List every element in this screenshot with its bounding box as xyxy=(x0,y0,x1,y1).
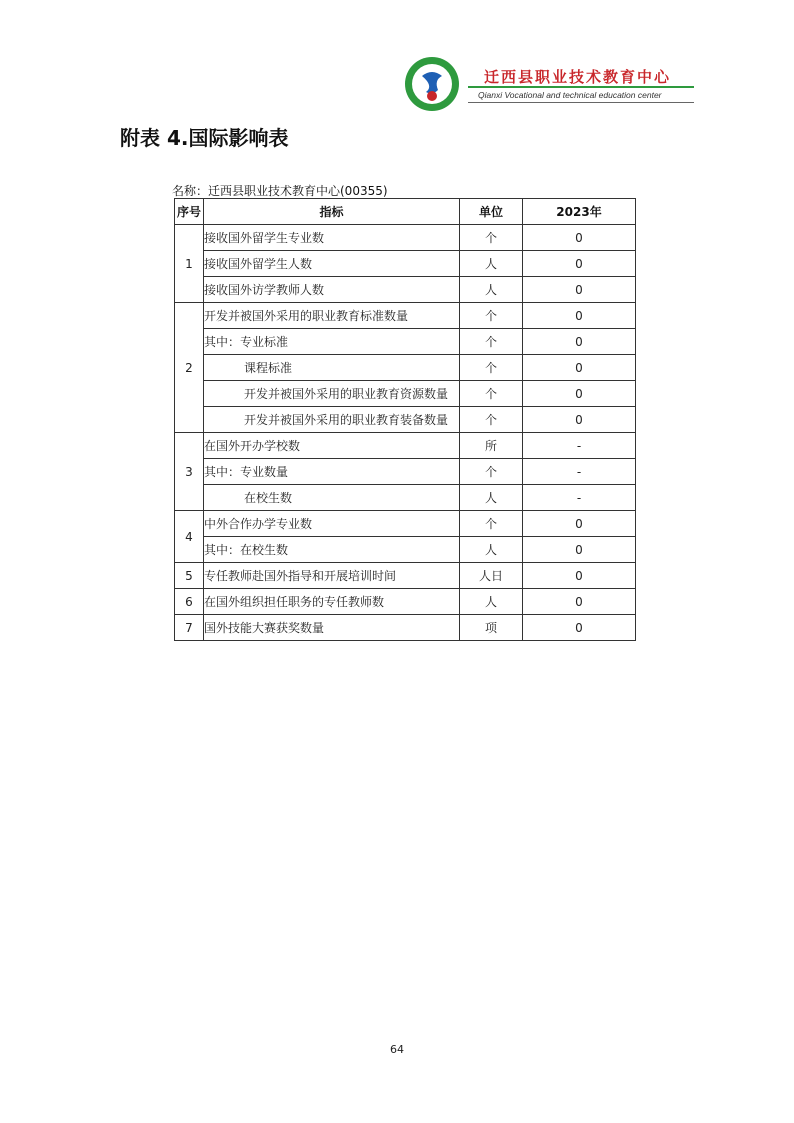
value-cell: 0 xyxy=(523,563,636,589)
table-row xyxy=(175,589,636,615)
page-title: 附表 4.国际影响表 xyxy=(120,126,289,150)
group-number: 2 xyxy=(175,303,204,433)
indicator-cell: 中外合作办学专业数 xyxy=(204,511,460,537)
international-influence-table xyxy=(174,198,636,641)
unit-cell: 个 xyxy=(460,407,523,433)
table-row xyxy=(175,563,636,589)
unit-cell: 人 xyxy=(460,277,523,303)
indicator-cell: 开发并被国外采用的职业教育装备数量 xyxy=(204,407,460,433)
unit-cell: 人 xyxy=(460,251,523,277)
table-caption: 名称：迁西县职业技术教育中心(00355) xyxy=(172,184,388,198)
indicator-cell: 接收国外留学生专业数 xyxy=(204,225,460,251)
unit-cell: 所 xyxy=(460,433,523,459)
value-cell: 0 xyxy=(523,537,636,563)
header-no: 序号 xyxy=(175,199,204,225)
indicator-cell: 专任教师赴国外指导和开展培训时间 xyxy=(204,563,460,589)
indicator-cell: 接收国外留学生人数 xyxy=(204,251,460,277)
indicator-cell: 开发并被国外采用的职业教育标准数量 xyxy=(204,303,460,329)
unit-cell: 个 xyxy=(460,511,523,537)
value-cell: 0 xyxy=(523,251,636,277)
table-row xyxy=(175,355,636,381)
table-row xyxy=(175,329,636,355)
indicator-cell: 在国外组织担任职务的专任教师数 xyxy=(204,589,460,615)
unit-cell: 人 xyxy=(460,589,523,615)
unit-cell: 个 xyxy=(460,459,523,485)
indicator-cell: 开发并被国外采用的职业教育资源数量 xyxy=(204,381,460,407)
value-cell: 0 xyxy=(523,407,636,433)
school-emblem-icon xyxy=(404,56,460,112)
unit-cell: 个 xyxy=(460,329,523,355)
group-number: 1 xyxy=(175,225,204,303)
page-number: 64 xyxy=(390,1043,404,1056)
header-unit: 单位 xyxy=(460,199,523,225)
value-cell: 0 xyxy=(523,381,636,407)
value-cell: 0 xyxy=(523,511,636,537)
header-rule xyxy=(468,102,694,103)
header-rule-green xyxy=(468,86,694,88)
unit-cell: 人 xyxy=(460,537,523,563)
header-year: 2023年 xyxy=(523,199,636,225)
indicator-cell: 课程标准 xyxy=(204,355,460,381)
unit-cell: 个 xyxy=(460,303,523,329)
table-row xyxy=(175,277,636,303)
table-header-row xyxy=(175,199,636,225)
value-cell: 0 xyxy=(523,225,636,251)
indicator-cell: 其中：在校生数 xyxy=(204,537,460,563)
value-cell: 0 xyxy=(523,303,636,329)
table-row xyxy=(175,459,636,485)
table-row xyxy=(175,537,636,563)
unit-cell: 项 xyxy=(460,615,523,641)
table-row xyxy=(175,381,636,407)
value-cell: 0 xyxy=(523,329,636,355)
table-row xyxy=(175,615,636,641)
group-number: 4 xyxy=(175,511,204,563)
value-cell: - xyxy=(523,433,636,459)
unit-cell: 人日 xyxy=(460,563,523,589)
table-row xyxy=(175,303,636,329)
value-cell: 0 xyxy=(523,355,636,381)
indicator-cell: 接收国外访学教师人数 xyxy=(204,277,460,303)
group-number: 3 xyxy=(175,433,204,511)
unit-cell: 人 xyxy=(460,485,523,511)
org-name-en: Qianxi Vocational and technical education center xyxy=(478,90,662,100)
unit-cell: 个 xyxy=(460,225,523,251)
indicator-cell: 国外技能大赛获奖数量 xyxy=(204,615,460,641)
indicator-cell: 在国外开办学校数 xyxy=(204,433,460,459)
table-row xyxy=(175,511,636,537)
org-name-cn: 迁西县职业技术教育中心 xyxy=(484,68,672,86)
indicator-cell: 其中：专业数量 xyxy=(204,459,460,485)
value-cell: - xyxy=(523,485,636,511)
group-number: 5 xyxy=(175,563,204,589)
value-cell: - xyxy=(523,459,636,485)
group-number: 6 xyxy=(175,589,204,615)
value-cell: 0 xyxy=(523,615,636,641)
value-cell: 0 xyxy=(523,277,636,303)
indicator-cell: 其中：专业标准 xyxy=(204,329,460,355)
header-indicator: 指标 xyxy=(204,199,460,225)
page-header xyxy=(404,56,694,114)
table-row xyxy=(175,433,636,459)
table-row xyxy=(175,485,636,511)
group-number: 7 xyxy=(175,615,204,641)
table-row xyxy=(175,225,636,251)
table-row xyxy=(175,251,636,277)
table-row xyxy=(175,407,636,433)
indicator-cell: 在校生数 xyxy=(204,485,460,511)
unit-cell: 个 xyxy=(460,381,523,407)
unit-cell: 个 xyxy=(460,355,523,381)
value-cell: 0 xyxy=(523,589,636,615)
